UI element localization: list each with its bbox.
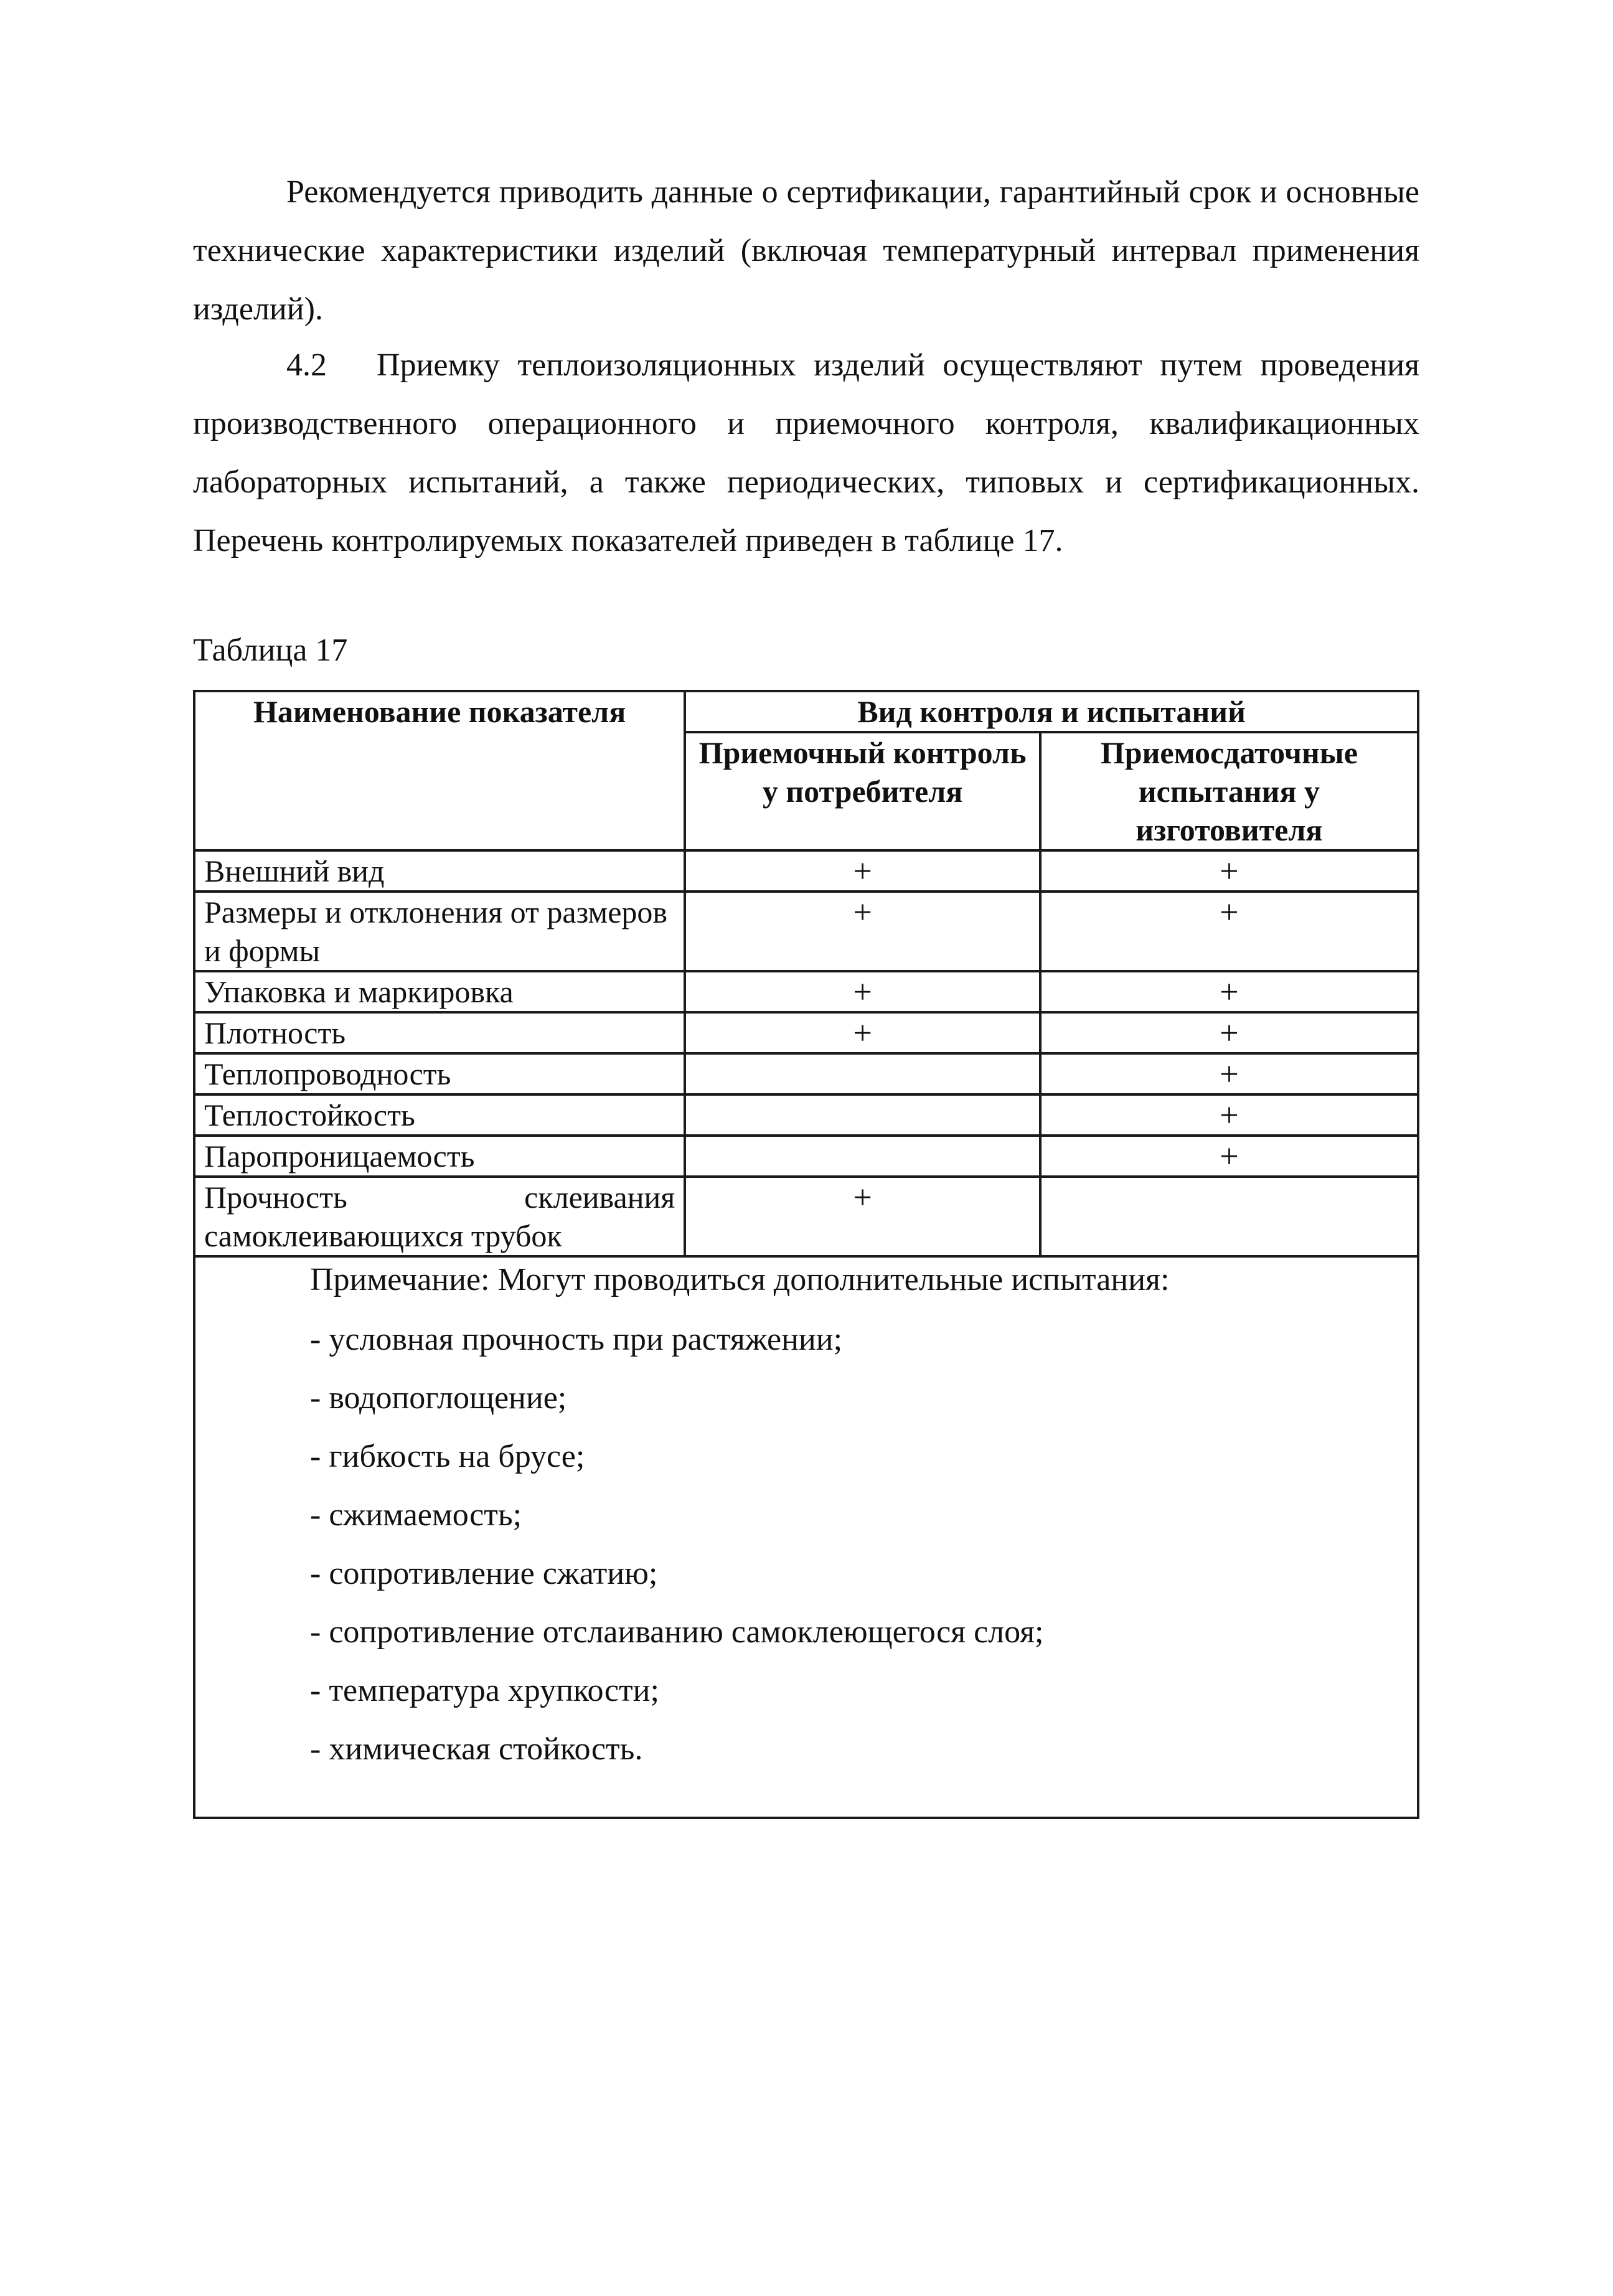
paragraph-acceptance <box>193 336 1419 570</box>
manufacturer-mark: + <box>1040 850 1418 892</box>
indicator-name: Прочность склеивания самоклеивающихся трубок <box>194 1177 685 1256</box>
table-caption: Таблица 17 <box>193 633 348 668</box>
table-row <box>194 892 1418 971</box>
manufacturer-mark: + <box>1040 1053 1418 1094</box>
table-row <box>194 1177 1418 1256</box>
header-manufacturer-tests: Приемосдаточные испытания у изготовителя <box>1040 732 1418 850</box>
note-item: - сопротивление сжатию; <box>310 1556 658 1591</box>
consumer-mark <box>685 1094 1040 1136</box>
consumer-mark: + <box>685 971 1040 1012</box>
table-row <box>194 1053 1418 1094</box>
indicator-name: Упаковка и маркировка <box>194 971 685 1012</box>
indicator-name: Теплопроводность <box>194 1053 685 1094</box>
consumer-mark: + <box>685 1177 1040 1256</box>
paragraph-acceptance-text: Приемку теплоизоляционных изделий осуществляют путем проведения производственного операционного и приемочного контроля, квалификационных лабораторных испытаний, а также периодических, типовых и сертификационных. Перечень контролируемых показателей приведен в таблице 17. <box>193 347 1419 558</box>
manufacturer-mark: + <box>1040 1012 1418 1053</box>
note-title: Примечание: Могут проводиться дополнительные испытания: <box>310 1262 1170 1297</box>
control-table <box>193 690 1419 1819</box>
note-item: - температура хрупкости; <box>310 1673 659 1708</box>
consumer-mark: + <box>685 850 1040 892</box>
note-list <box>204 1320 1408 1769</box>
table-row <box>194 850 1418 892</box>
consumer-mark <box>685 1136 1040 1177</box>
note-item: - водопоглощение; <box>310 1380 567 1416</box>
consumer-mark: + <box>685 892 1040 971</box>
consumer-mark: + <box>685 1012 1040 1053</box>
header-consumer-acceptance: Приемочный контроль у потребителя <box>685 732 1040 850</box>
table-row <box>194 1094 1418 1136</box>
note-item: - условная прочность при растяжении; <box>310 1322 843 1357</box>
header-indicator-name: Наименование показателя <box>194 691 685 850</box>
note-item: - гибкость на брусе; <box>310 1439 585 1474</box>
indicator-name: Внешний вид <box>194 850 685 892</box>
note-cell <box>194 1256 1418 1818</box>
header-control-type: Вид контроля и испытаний <box>685 691 1418 732</box>
note-row <box>194 1256 1418 1818</box>
indicator-name: Теплостойкость <box>194 1094 685 1136</box>
manufacturer-mark: + <box>1040 971 1418 1012</box>
manufacturer-mark: + <box>1040 1094 1418 1136</box>
note-item: - сжимаемость; <box>310 1497 522 1533</box>
indicator-name: Плотность <box>194 1012 685 1053</box>
note-item: - химическая стойкость. <box>310 1731 643 1767</box>
table-row <box>194 1136 1418 1177</box>
manufacturer-mark: + <box>1040 1136 1418 1177</box>
manufacturer-mark <box>1040 1177 1418 1256</box>
table-row <box>194 971 1418 1012</box>
manufacturer-mark: + <box>1040 892 1418 971</box>
indicator-name: Размеры и отклонения от размеров и формы <box>194 892 685 971</box>
consumer-mark <box>685 1053 1040 1094</box>
paragraph-certification: Рекомендуется приводить данные о сертификации, гарантийный срок и основные технические характеристики изделий (включая температурный интервал применения изделий). <box>193 174 1419 327</box>
indicator-name: Паропроницаемость <box>194 1136 685 1177</box>
table-row <box>194 1012 1418 1053</box>
note-item: - сопротивление отслаиванию самоклеющегося слоя; <box>310 1614 1044 1650</box>
paragraph-number: 4.2 <box>286 347 327 383</box>
